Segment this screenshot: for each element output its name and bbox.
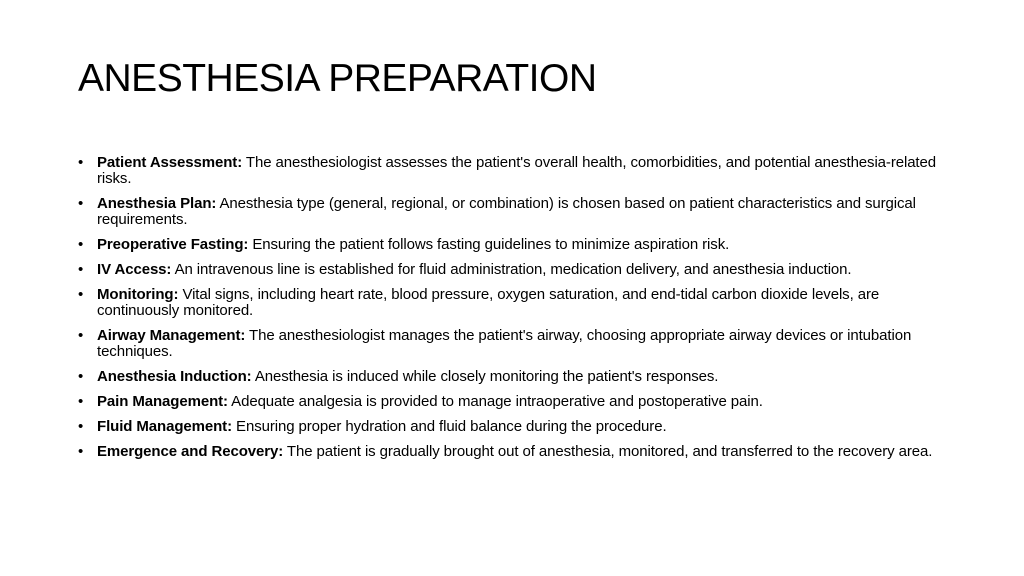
- bullet-icon: •: [78, 393, 84, 410]
- bullet-icon: •: [78, 286, 84, 303]
- list-item: [78, 287, 948, 319]
- item-text: Ensuring the patient follows fasting guidelines to minimize aspiration risk.: [248, 236, 730, 253]
- item-text: The anesthesiologist assesses the patient's overall health, comorbidities, and potential anesthesia-related risks.: [97, 154, 936, 187]
- item-text: Anesthesia is induced while closely monitoring the patient's responses.: [251, 368, 719, 385]
- list-item: [78, 444, 948, 460]
- bullet-icon: •: [78, 327, 84, 344]
- item-term: Patient Assessment:: [97, 154, 243, 171]
- item-text: The anesthesiologist manages the patient's airway, choosing appropriate airway devices or intubation techniques.: [97, 327, 912, 360]
- bullet-icon: •: [78, 154, 84, 171]
- bullet-icon: •: [78, 443, 84, 460]
- item-text: Vital signs, including heart rate, blood pressure, oxygen saturation, and end-tidal carbon dioxide levels, are continuously monitored.: [97, 286, 880, 319]
- bullet-icon: •: [78, 368, 84, 385]
- bullet-icon: •: [78, 261, 84, 278]
- item-term: Emergence and Recovery:: [97, 443, 284, 460]
- list-item: [78, 155, 948, 187]
- slide-title: ANESTHESIA PREPARATION: [78, 57, 597, 100]
- bullet-icon: •: [78, 236, 84, 253]
- list-item: [78, 328, 948, 360]
- item-term: Pain Management:: [97, 393, 228, 410]
- item-term: Anesthesia Induction:: [97, 368, 252, 385]
- item-term: Airway Management:: [97, 327, 246, 344]
- bullet-icon: •: [78, 195, 84, 212]
- item-term: Preoperative Fasting:: [97, 236, 249, 253]
- item-text: Anesthesia type (general, regional, or combination) is chosen based on patient characteristics and surgical requirements.: [97, 195, 916, 228]
- list-item: [78, 394, 948, 410]
- item-text: Adequate analgesia is provided to manage intraoperative and postoperative pain.: [227, 393, 763, 410]
- list-item: [78, 237, 948, 253]
- bullet-list: [78, 155, 948, 469]
- list-item: [78, 262, 948, 278]
- item-text: The patient is gradually brought out of anesthesia, monitored, and transferred to the recovery area.: [283, 443, 933, 460]
- item-term: Anesthesia Plan:: [97, 195, 217, 212]
- list-item: [78, 369, 948, 385]
- item-text: An intravenous line is established for fluid administration, medication delivery, and anesthesia induction.: [171, 261, 852, 278]
- list-item: [78, 419, 948, 435]
- list-item: [78, 196, 948, 228]
- bullet-icon: •: [78, 418, 84, 435]
- item-term: IV Access:: [97, 261, 172, 278]
- item-term: Monitoring:: [97, 286, 179, 303]
- item-text: Ensuring proper hydration and fluid balance during the procedure.: [231, 418, 667, 435]
- item-term: Fluid Management:: [97, 418, 232, 435]
